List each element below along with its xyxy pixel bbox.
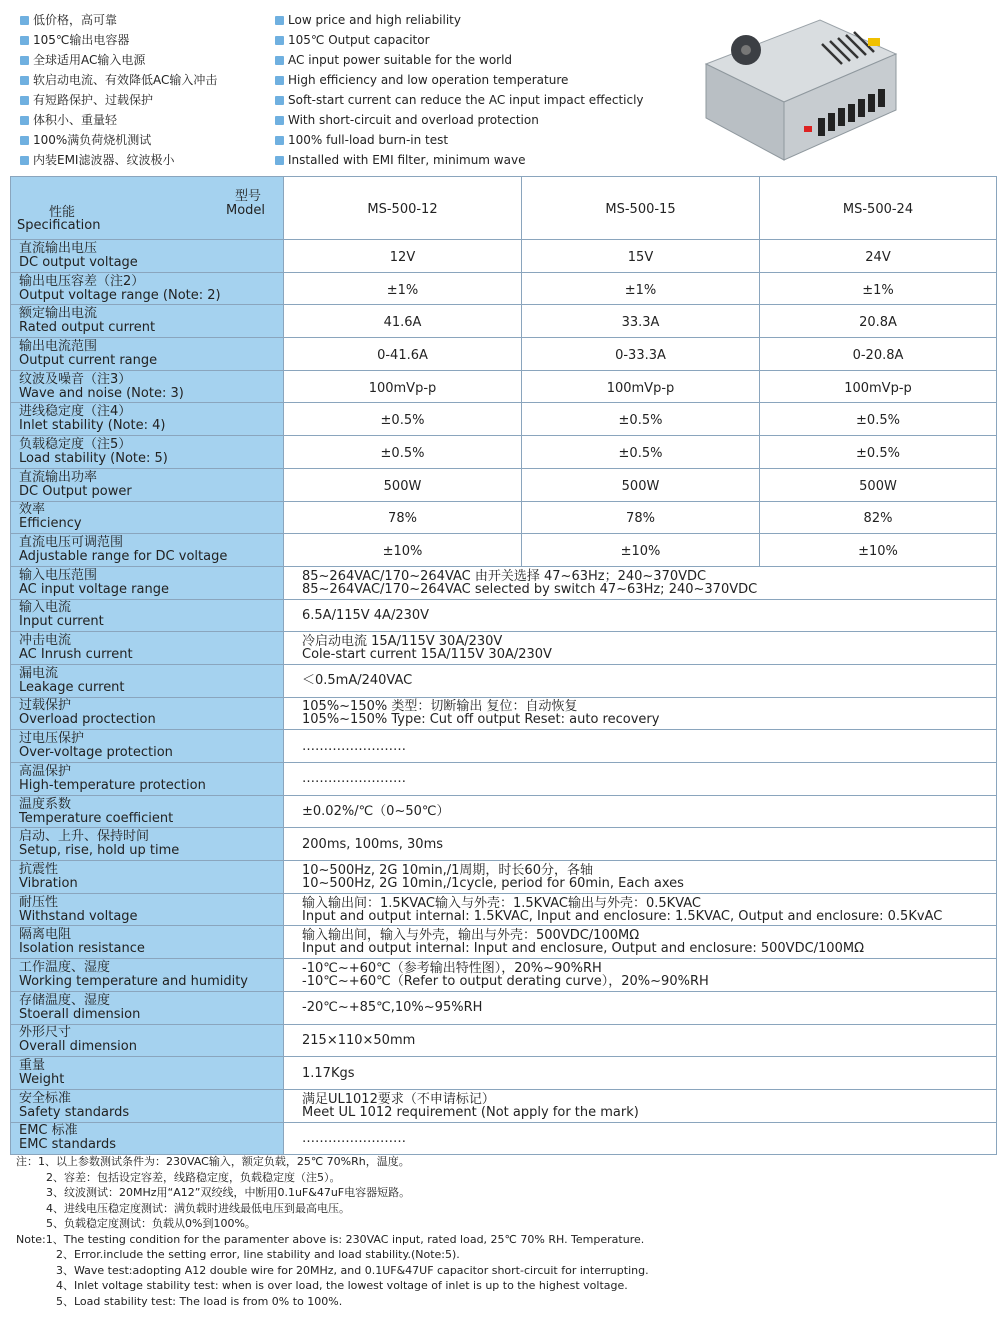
table-row [11,1122,997,1155]
row-label-cn: 输出电压容差（注2） [19,273,145,289]
spec-value [284,795,997,828]
table-row [11,305,997,338]
spec-value [284,1089,997,1122]
row-label [11,534,284,567]
row-label [11,436,284,469]
spec-value: ±10% [522,534,760,567]
bullet-icon [275,96,284,105]
spec-value: 78% [284,501,522,534]
note-line [16,1294,976,1310]
note-line [16,1247,976,1263]
note-text: 5、Load stability test: The load is from 0% to 100%. [56,1294,343,1308]
model-name: MS-500-12 [284,177,522,240]
table-row [11,436,997,469]
row-label-cn: 隔离电阻 [19,927,72,943]
row-label [11,338,284,371]
note-text: 注：1、以上参数测试条件为：230VAC输入，额定负载，25℃ 70%Rh，温度。 [16,1155,410,1168]
row-label-cn: 直流电压可调范围 [19,535,124,551]
row-label [11,1089,284,1122]
row-label [11,1024,284,1057]
note-text: 4、Inlet voltage stability test: when is over load, the lowest voltage of inlet is up to the highest voltage. [56,1279,628,1292]
spec-value-line: -20℃~+85℃,10%~95%RH [302,1000,483,1016]
note-line [16,1201,976,1217]
table-row [11,1089,997,1122]
spec-value-line: 85~264VAC/170~264VAC selected by switch 47~63Hz; 240~370VDC [302,581,758,597]
header-cell [11,177,284,240]
feature-text: 100%满负荷烧机测试 [33,133,152,147]
row-label-en: Overload proctection [19,712,156,728]
row-label-en: Output voltage range (Note: 2) [19,287,221,303]
feature-text: 软启动电流、有效降低AC输入冲击 [33,73,218,87]
note-line [16,1154,976,1170]
feature-text: 105℃ Output capacitor [288,33,430,47]
row-label-cn: 负载稳定度（注5） [19,436,132,452]
feature-list [20,10,700,175]
row-label-en: Temperature coefficient [19,810,174,826]
row-label-cn: 输入电流 [19,600,72,616]
row-label-en: Isolation resistance [19,941,145,957]
table-row [11,370,997,403]
table-row [11,763,997,796]
row-label-en: Safety standards [19,1104,130,1120]
row-label-cn: 效率 [19,502,46,518]
feature-item [275,130,644,150]
table-row [11,795,997,828]
row-label-en: Vibration [19,875,78,891]
spec-value [284,893,997,926]
row-label [11,828,284,861]
row-label-cn: 工作温度、湿度 [19,959,111,975]
spec-value [284,959,997,992]
spec-value: 15V [522,240,760,273]
feature-text: 体积小、重量轻 [33,113,118,127]
row-label [11,632,284,665]
table-row [11,468,997,501]
spec-value-line: 200ms, 100ms, 30ms [302,836,444,852]
note-line [16,1263,976,1279]
row-label-en: Overall dimension [19,1039,137,1055]
note-line [16,1185,976,1201]
table-row [11,599,997,632]
row-label-cn: 温度系数 [19,796,72,812]
spec-value: 82% [760,501,997,534]
row-label-en: High-temperature protection [19,777,206,793]
row-label [11,926,284,959]
feature-item [20,150,217,170]
spec-value: ±0.5% [760,403,997,436]
row-label-cn: EMC 标准 [19,1123,78,1139]
spec-value-line: -10℃~+60℃（参考输出特性图），20%~90%RH [302,960,602,976]
row-label-en: Load stability (Note: 5) [19,450,168,466]
feature-text: AC input power suitable for the world [288,53,513,67]
feature-item [275,50,644,70]
row-label [11,697,284,730]
bullet-icon [20,36,29,45]
table-row [11,1024,997,1057]
bullet-icon [275,116,284,125]
spec-value: 78% [522,501,760,534]
row-label [11,240,284,273]
feature-item [275,30,644,50]
spec-value-line: 105%~150% Type: Cut off output Reset: auto recovery [302,712,660,728]
spec-value-line: 输入输出间：1.5KVAC输入与外壳：1.5KVAC输出与外壳：0.5KVAC [302,895,702,911]
model-name: MS-500-24 [760,177,997,240]
spec-value [284,730,997,763]
spec-value-line: ＜0.5mA/240VAC [302,673,413,689]
row-label-cn: 外形尺寸 [19,1025,72,1041]
row-label [11,763,284,796]
table-row [11,632,997,665]
table-row [11,240,997,273]
row-label [11,991,284,1024]
spec-value [284,599,997,632]
row-label [11,959,284,992]
spec-value: ±1% [284,272,522,305]
table-row [11,893,997,926]
row-label-en: Withstand voltage [19,908,138,924]
spec-value: 33.3A [522,305,760,338]
note-line [16,1232,976,1248]
spec-value: 0-20.8A [760,338,997,371]
row-label-en: Stoerall dimension [19,1006,141,1022]
table-row [11,664,997,697]
spec-value: 100mVp-p [284,370,522,403]
row-label [11,730,284,763]
spec-value [284,1122,997,1155]
feature-item [275,90,644,110]
row-label [11,664,284,697]
spec-value: ±0.5% [284,436,522,469]
spec-value-line: 105%~150% 类型：切断输出 复位：自动恢复 [302,699,578,715]
row-label [11,370,284,403]
table-row [11,959,997,992]
spec-value-line: Cole-start current 15A/115V 30A/230V [302,647,552,663]
row-label-cn: 启动、上升、保持时间 [19,829,150,845]
note-text: 5、负载稳定度测试：负载从0%到100%。 [46,1217,256,1230]
spec-value [284,763,997,796]
feature-item [20,90,217,110]
row-label-cn: 重量 [19,1058,46,1074]
feature-text: High efficiency and low operation temperature [288,73,569,87]
spec-value [284,697,997,730]
spec-value: ±0.5% [760,436,997,469]
feature-item [20,30,217,50]
feature-text: With short-circuit and overload protection [288,113,539,127]
table-row [11,926,997,959]
row-label [11,566,284,599]
row-label-en: AC input voltage range [19,581,169,597]
spec-value: ±0.5% [284,403,522,436]
spec-value [284,861,997,894]
row-label-cn: 直流输出功率 [19,469,98,485]
feature-item [20,50,217,70]
spec-value: ±1% [522,272,760,305]
spec-value-line: 输入输出间，输入与外壳，输出与外壳：500VDC/100MΩ [302,928,640,944]
feature-list-en [275,10,644,170]
spec-value-line: 10~500Hz, 2G 10min,/1cycle, period for 60min, Each axes [302,875,684,891]
spec-value-line: …………………… [302,738,406,754]
row-label-en: Leakage current [19,679,125,695]
row-label-cn: 输出电流范围 [19,338,98,354]
row-label-en: Weight [19,1072,65,1088]
row-label-en: Inlet stability (Note: 4) [19,418,166,434]
row-label [11,305,284,338]
row-label-cn: 输入电压范围 [19,567,98,583]
bullet-icon [275,36,284,45]
feature-text: 低价格，高可靠 [33,13,118,27]
notes [16,1154,976,1309]
spec-value-line: …………………… [302,771,406,787]
bullet-icon [20,56,29,65]
spec-value [284,991,997,1024]
table-row [11,403,997,436]
table-row [11,272,997,305]
row-label [11,501,284,534]
spec-value-line: 10~500Hz, 2G 10min,/1周期，时长60分，各轴 [302,862,593,878]
spec-value-line: 满足UL1012要求（不申请标记） [302,1091,495,1107]
spec-value: 0-33.3A [522,338,760,371]
power-supply-image [700,14,900,166]
row-label-cn: 进线稳定度（注4） [19,404,132,420]
row-label-en: Setup, rise, hold up time [19,843,180,859]
table-row [11,566,997,599]
spec-value: ±10% [760,534,997,567]
table-row [11,991,997,1024]
bullet-icon [275,76,284,85]
spec-value: 24V [760,240,997,273]
note-text: 4、进线电压稳定度测试：满负载时进线最低电压到最高电压。 [46,1201,350,1215]
feature-text: 全球适用AC输入电源 [33,53,146,67]
spec-value [284,664,997,697]
spec-value: ±1% [760,272,997,305]
spec-value [284,828,997,861]
table-row [11,501,997,534]
bullet-icon [275,136,284,145]
feature-item [20,130,217,150]
table-row [11,861,997,894]
bullet-icon [20,156,29,165]
feature-item [275,10,644,30]
spec-value-line: …………………… [302,1130,406,1146]
table-row [11,697,997,730]
feature-item [20,70,217,90]
note-line [16,1216,976,1232]
note-text: 3、Wave test:adopting A12 double wire for 20MHz, and 0.1UF&47UF capacitor short-circuit for interrupting. [56,1263,649,1277]
spec-value: 100mVp-p [522,370,760,403]
spec-value-line: Input and output internal: Input and enclosure, Output and enclosure: 500VDC/100MΩ [302,941,865,957]
table-row [11,534,997,567]
feature-text: 内装EMI滤波器、纹波极小 [33,153,175,167]
bullet-icon [275,56,284,65]
note-text: Note:1、The testing condition for the paramenter above is: 230VAC input, rated load, 25℃ 70% RH. Temperature. [16,1232,645,1246]
spec-value: 500W [284,468,522,501]
row-label-cn: 过电压保护 [19,731,85,747]
row-label-en: Adjustable range for DC voltage [19,549,228,565]
feature-list-cn [20,10,217,170]
model-label-cn: 型号 [235,189,262,204]
bullet-icon [20,136,29,145]
row-label-en: DC output voltage [19,254,138,270]
spec-value-line: 冷启动电流 15A/115V 30A/230V [302,634,503,650]
spec-value-line: 1.17Kgs [302,1065,355,1081]
feature-text: Low price and high reliability [288,13,461,27]
row-label-en: EMC standards [19,1137,117,1153]
table-row [11,338,997,371]
row-label-en: Wave and noise (Note: 3) [19,385,184,401]
row-label-cn: 额定输出电流 [19,306,98,322]
bullet-icon [20,16,29,25]
row-label [11,403,284,436]
note-line [16,1170,976,1186]
bullet-icon [275,156,284,165]
row-label-cn: 直流输出电压 [19,240,98,256]
feature-text: 有短路保护、过载保护 [33,93,154,107]
spec-value [284,632,997,665]
bullet-icon [20,116,29,125]
row-label-en: Output current range [19,352,158,368]
row-label-cn: 耐压性 [19,894,59,910]
feature-item [275,70,644,90]
spec-value: 500W [760,468,997,501]
spec-value: ±0.5% [522,403,760,436]
row-label-en: Over-voltage protection [19,745,173,761]
row-label [11,795,284,828]
bullet-icon [20,76,29,85]
spec-value-line: 215×110×50mm [302,1032,416,1048]
note-line [16,1278,976,1294]
row-label [11,1122,284,1155]
bullet-icon [20,96,29,105]
row-label [11,599,284,632]
spec-value: 12V [284,240,522,273]
table-row [11,730,997,763]
feature-item [275,150,644,170]
feature-text: 105℃输出电容器 [33,33,130,47]
spec-value: 100mVp-p [760,370,997,403]
feature-item [275,110,644,130]
model-label-en: Model [226,203,266,218]
spec-value-line: -10℃~+60℃（Refer to output derating curve），20%~90%RH [302,973,709,989]
row-label [11,861,284,894]
spec-value [284,1024,997,1057]
spec-table [10,176,997,1155]
spec-value: ±0.5% [522,436,760,469]
bullet-icon [275,16,284,25]
note-text: 3、纹波测试：20MHz用“A12”双绞线，中断用0.1uF&47uF电容器短路。 [46,1186,411,1199]
row-label-cn: 安全标准 [19,1090,72,1106]
note-text: 2、Error.include the setting error, line stability and load stability.(Note:5). [56,1248,460,1261]
spec-value: ±10% [284,534,522,567]
spec-value: 20.8A [760,305,997,338]
spec-value: 41.6A [284,305,522,338]
spec-value [284,566,997,599]
row-label-en: Input current [19,614,104,630]
row-label-cn: 纹波及噪音（注3） [19,371,132,387]
row-label-en: DC Output power [19,483,132,499]
spec-label-cn: 性能 [49,205,76,220]
row-label-cn: 漏电流 [19,665,59,681]
spec-value-line: 6.5A/115V 4A/230V [302,607,430,623]
row-label-cn: 过载保护 [19,698,72,714]
spec-value [284,1057,997,1090]
row-label [11,893,284,926]
feature-text: 100% full-load burn-in test [288,133,449,147]
row-label-en: AC Inrush current [19,647,133,663]
spec-value: 500W [522,468,760,501]
row-label-cn: 存储温度、湿度 [19,992,111,1008]
row-label [11,272,284,305]
feature-text: Installed with EMI filter, minimum wave [288,153,526,167]
feature-item [20,110,217,130]
table-row [11,1057,997,1090]
spec-value-line: 85~264VAC/170~264VAC 由开关选择 47~63Hz；240~370VDC [302,568,707,584]
model-name: MS-500-15 [522,177,760,240]
row-label-cn: 抗震性 [19,861,59,877]
spec-value: 0-41.6A [284,338,522,371]
row-label-en: Efficiency [19,516,82,532]
note-text: 2、容差：包括设定容差，线路稳定度，负载稳定度（注5）。 [46,1170,341,1184]
spec-value-line: ±0.02%/℃（0~50℃） [302,804,450,820]
spec-value-line: Input and output internal: 1.5KVAC, Input and enclosure: 1.5KVAC, Output and enclosure: 0.5KvAC [302,908,943,924]
spec-value-line: Meet UL 1012 requirement (Not apply for the mark) [302,1104,639,1120]
row-label-en: Rated output current [19,320,156,336]
row-label [11,468,284,501]
table-row [11,828,997,861]
row-label [11,1057,284,1090]
feature-text: Soft-start current can reduce the AC input impact effecticly [288,93,644,107]
spec-value [284,926,997,959]
spec-label-en: Specification [17,218,101,233]
row-label-cn: 冲击电流 [19,633,72,649]
row-label-en: Working temperature and humidity [19,973,248,989]
row-label-cn: 高温保护 [19,763,72,779]
feature-item [20,10,217,30]
